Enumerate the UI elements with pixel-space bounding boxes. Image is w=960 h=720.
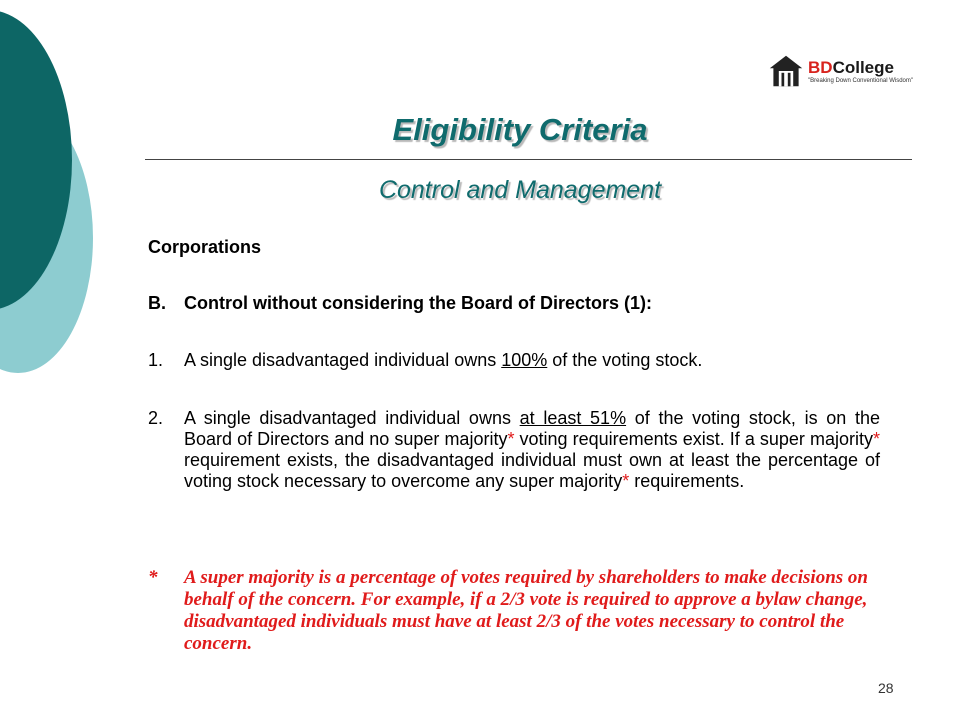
list-item-2-marker: 2.: [148, 408, 164, 428]
footnote-text: A super majority is a percentage of votes required by shareholders to make decisions on behalf of the concern. For example, if a 2/3 vote is required to approve a bylaw change, disadvantaged individuals must have at least 2/3 of the votes necessary to control the concern.: [184, 567, 868, 654]
footnote: [148, 567, 880, 655]
list-item-1: [148, 350, 880, 371]
page-number: 28: [878, 680, 894, 696]
slide-subtitle: Control and Management: [378, 176, 662, 204]
footnote-marker: *: [148, 567, 158, 588]
list-item-2-t5: requirements.: [629, 471, 745, 491]
logo-name: [808, 59, 913, 77]
decorative-circles: [0, 0, 110, 420]
logo-tagline: "Breaking Down Conventional Wisdom": [808, 77, 913, 84]
title-divider: [145, 159, 912, 160]
asterisk: *: [872, 429, 880, 449]
logo-name-bd: BD: [808, 57, 833, 77]
criteria-heading-marker: B.: [148, 293, 166, 313]
list-item-1-marker: 1.: [148, 350, 164, 370]
asterisk: *: [507, 429, 515, 449]
criteria-heading: [148, 293, 880, 314]
list-item-2: [148, 408, 880, 492]
list-item-2-t1: A single disadvantaged individual owns: [184, 408, 520, 428]
slide-title: Eligibility Criteria: [392, 112, 648, 147]
list-item-1-pre: A single disadvantaged individual owns: [184, 350, 502, 370]
list-item-2-t4: requirement exists, the disadvantaged individual must own at least the percentage of voting stock necessary to overcome any super majority: [184, 450, 880, 491]
list-item-1-underlined: 100%: [501, 350, 548, 370]
criteria-heading-text: Control without considering the Board of Directors (1):: [184, 293, 652, 313]
bdcollege-logo: [768, 37, 913, 105]
logo-name-college: College: [832, 57, 894, 77]
asterisk: *: [622, 471, 630, 491]
list-item-2-text: [184, 408, 880, 492]
list-item-1-post: of the voting stock.: [547, 350, 703, 370]
house-icon: [768, 51, 804, 91]
list-item-2-t2: of the voting stock, is on the Board of Directors and no super majority: [184, 408, 880, 449]
list-item-2-underlined: at least 51%: [519, 408, 627, 428]
list-item-2-t3: voting requirements exist. If a super majority: [514, 429, 873, 449]
list-item-1-text: [184, 350, 880, 371]
section-heading: Corporations: [148, 237, 262, 257]
